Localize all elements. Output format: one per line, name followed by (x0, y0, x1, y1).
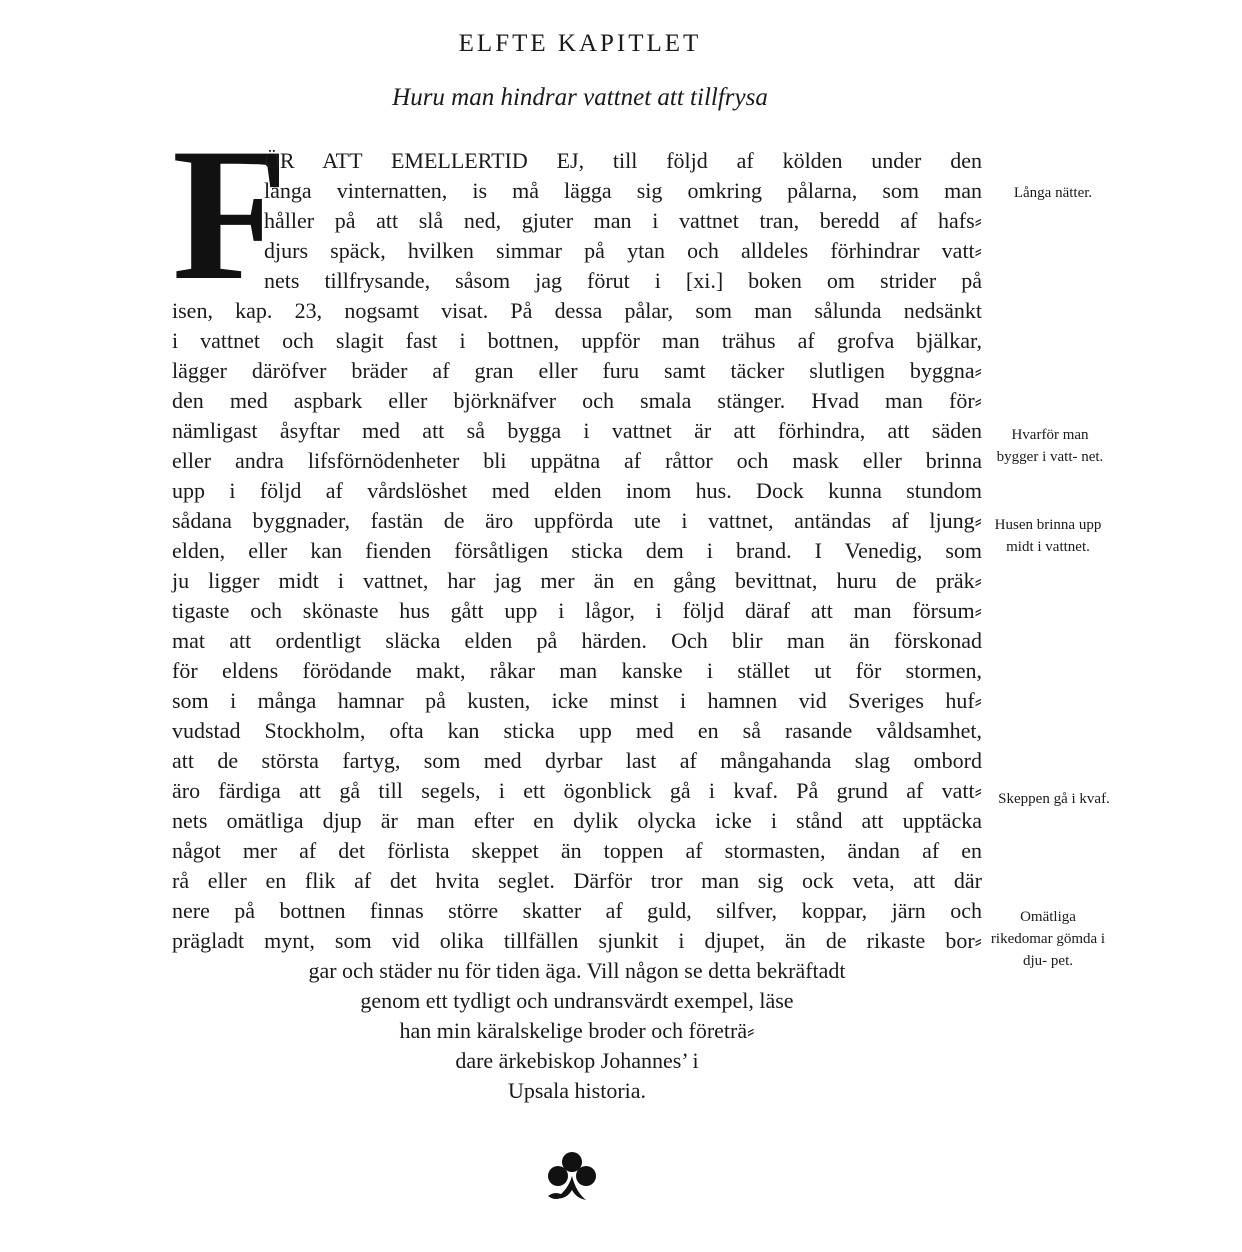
text-line: sådana byggnader, fastän de äro uppförda ute i vattnet, antändas af ljung⸗ (172, 508, 982, 533)
margin-note-langa-natter: Långa nätter. (1013, 185, 1093, 201)
text-line: nets omätliga djup är man efter en dylik olycka icke i stånd att upptäcka (172, 808, 982, 833)
text-line: han min käralskelige broder och företrä⸗ (399, 1018, 755, 1043)
text-line: djurs späck, hvilken simmar på ytan och alldeles förhindrar vatt⸗ (264, 238, 982, 263)
text-line: håller på att slå ned, gjuter man i vattnet tran, beredd af hafs⸗ (264, 208, 982, 233)
text-line: nets tillfrysande, såsom jag förut i [xi.] boken om strider på (264, 268, 982, 293)
text-line: äro färdiga att gå till segels, i ett ögonblick gå i kvaf. På grund af vatt⸗ (172, 778, 982, 803)
text-line: isen, kap. 23, nogsamt visat. På dessa pålar, som man sålunda nedsänkt (172, 298, 982, 323)
text-line: ju ligger midt i vattnet, har jag mer än en gång bevittnat, huru de präk⸗ (172, 568, 982, 593)
text-line: upp i följd af vårdslöshet med elden inom hus. Dock kunna stundom (172, 478, 982, 503)
text-line: gar och städer nu för tiden äga. Vill någon se detta bekräftadt (308, 958, 846, 983)
text-line: Upsala historia. (507, 1078, 647, 1103)
text-line: mat att ordentligt släcka elden på härden. Och blir man än förskonad (172, 628, 982, 653)
text-line: dare ärkebiskop Johannes’ i (455, 1048, 699, 1073)
text-line: långa vinternatten, is må lägga sig omkring pålarna, som man (264, 178, 982, 203)
text-line: genom ett tydligt och undransvärdt exempel, läse (360, 988, 794, 1013)
clover-ornament-icon (542, 1150, 602, 1211)
text-line: lägger däröfver bräder af gran eller furu samt täcker slutligen byggna⸗ (172, 358, 982, 383)
text-line: att de största fartyg, som med dyrbar last af mångahanda slag ombord (172, 748, 982, 773)
text-line: nämligast åsyftar med att så bygga i vattnet är att förhindra, att säden (172, 418, 982, 443)
margin-note-husen-brinna: Husen brinna upp midt i vattnet. (994, 517, 1102, 555)
drop-cap: F (172, 110, 289, 320)
chapter-subtitle: Huru man hindrar vattnet att tillfrysa (392, 84, 768, 111)
text-line: något mer af det förlista skeppet än toppen af stormasten, ändan af en (172, 838, 982, 863)
text-line: ÖR ATT EMELLERTID EJ, till följd af kölden under den (264, 148, 982, 173)
text-line: som i många hamnar på kusten, icke minst i hamnen vid Sveriges huf⸗ (172, 688, 982, 713)
margin-note-hvarfor-man-bygger: Hvarför man bygger i vatt- net. (996, 427, 1104, 465)
margin-note-skeppen-ga-i-kvaf: Skeppen gå i kvaf. (998, 791, 1110, 807)
text-line: prägladt mynt, som vid olika tillfällen sjunkit i djupet, än de rikaste bor⸗ (172, 928, 982, 953)
text-line: i vattnet och slagit fast i bottnen, uppför man trähus af grofva bjälkar, (172, 328, 982, 353)
main-text (172, 146, 982, 1106)
text-line: rå eller en flik af det hvita seglet. Därför tror man sig ock veta, att där (172, 868, 982, 893)
text-line: nere på bottnen finnas större skatter af guld, silfver, koppar, järn och (172, 898, 982, 923)
margin-note-omatliga-rikedomar: Omätliga rikedomar gömda i dju- pet. (990, 909, 1106, 969)
text-line: tigaste och skönaste hus gått upp i lågor, i följd däraf att man försum⸗ (172, 598, 982, 623)
text-line: den med aspbark eller björknäfver och smala stänger. Hvad man för⸗ (172, 388, 982, 413)
text-line: vudstad Stockholm, ofta kan sticka upp med en så rasande våldsamhet, (172, 718, 982, 743)
text-line: eller andra lifsförnödenheter bli uppätna af råttor och mask eller brinna (172, 448, 982, 473)
text-line: elden, eller kan fienden försåtligen sticka dem i brand. I Venedig, som (172, 538, 982, 563)
chapter-title: ELFTE KAPITLET (458, 30, 702, 57)
text-line: för eldens förödande makt, råkar man kanske i stället ut för stormen, (172, 658, 982, 683)
